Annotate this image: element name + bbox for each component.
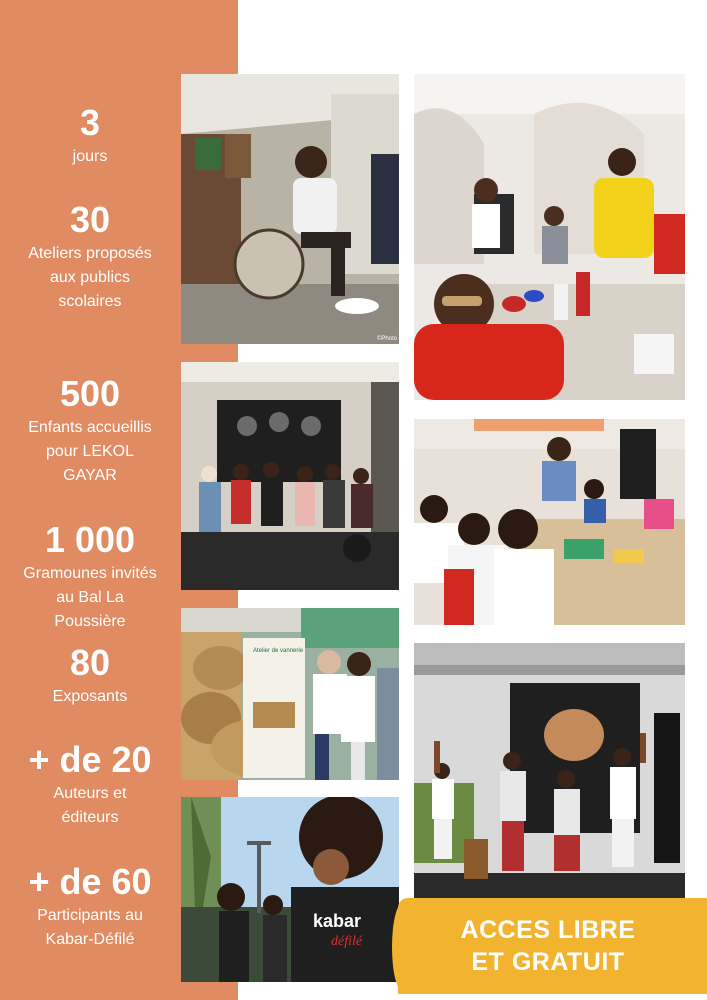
stat-exhibitors bbox=[0, 643, 180, 709]
shirt-text-defile: défilé bbox=[331, 934, 363, 949]
stats-column bbox=[0, 0, 180, 1000]
stat-label: Gramounes invités bbox=[23, 565, 157, 582]
photo-performance-stage bbox=[181, 362, 399, 590]
stat-number: 500 bbox=[59, 373, 121, 414]
stat-label: Kabar-Défilé bbox=[45, 931, 135, 948]
photo-credit: ©Photo bbox=[377, 336, 398, 342]
photo-dance-stage bbox=[414, 643, 685, 923]
stat-label: pour LEKOL bbox=[45, 443, 135, 460]
photo-musician bbox=[181, 74, 399, 344]
stat-label: Poussière bbox=[54, 613, 126, 630]
stat-number: 80 bbox=[69, 642, 111, 683]
stat-label: Auteurs et bbox=[53, 785, 127, 802]
badge-line-1: ACCES LIBRE bbox=[460, 916, 636, 944]
stat-number: 1 000 bbox=[44, 519, 136, 560]
stat-number: 30 bbox=[69, 199, 111, 240]
photo-workshop-table bbox=[414, 74, 685, 400]
stat-workshops bbox=[0, 200, 180, 314]
stat-number: + de 20 bbox=[28, 739, 152, 780]
stat-label: au Bal La bbox=[56, 589, 124, 606]
stat-number: 3 bbox=[79, 102, 101, 143]
stat-days bbox=[0, 103, 180, 169]
stat-label: Exposants bbox=[52, 688, 128, 705]
stat-label: GAYAR bbox=[63, 467, 117, 484]
stat-label: jours bbox=[72, 148, 108, 165]
free-access-badge bbox=[398, 898, 707, 994]
stat-label: scolaires bbox=[58, 293, 122, 310]
stat-number: + de 60 bbox=[28, 861, 152, 902]
stat-children bbox=[0, 374, 180, 488]
photo-kabar-defile bbox=[181, 797, 399, 982]
badge-text bbox=[398, 914, 698, 978]
stat-label: Ateliers proposés bbox=[28, 245, 152, 262]
stat-label: Enfants accueillis bbox=[28, 419, 152, 436]
stat-participants bbox=[0, 862, 180, 952]
stat-label: aux publics bbox=[49, 269, 131, 286]
stat-authors bbox=[0, 740, 180, 830]
photo-children-workshop bbox=[414, 419, 685, 625]
sign-text: Atelier de vannerie bbox=[253, 648, 304, 654]
stat-gramounes bbox=[0, 520, 180, 634]
photo-basket-stand bbox=[181, 608, 399, 780]
badge-line-2: ET GRATUIT bbox=[471, 948, 625, 976]
stat-label: éditeurs bbox=[61, 809, 119, 826]
stat-label: Participants au bbox=[37, 907, 143, 924]
shirt-text-kabar: kabar bbox=[313, 911, 362, 931]
